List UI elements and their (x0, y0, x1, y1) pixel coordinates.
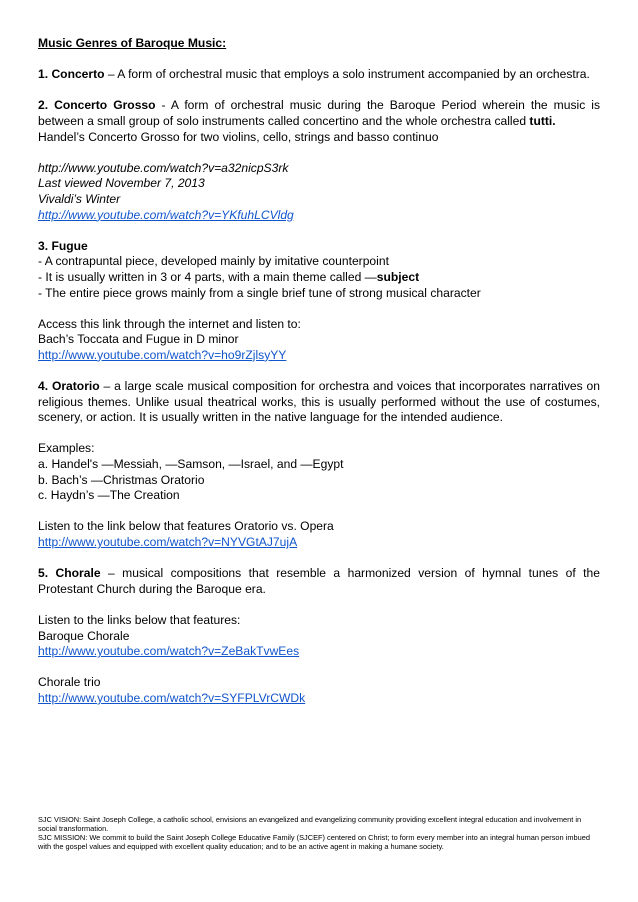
chorale-trio-link[interactable]: http://www.youtube.com/watch?v=SYFPLVrCWDk (38, 690, 306, 705)
tutti-term: tutti. (529, 113, 556, 128)
chorale-listen-instruction: Listen to the links below that features: (38, 612, 241, 627)
page-title: Music Genres of Baroque Music: (38, 36, 227, 50)
footer-vision: SJC VISION: Saint Joseph College, a catholic school, envisions an evangelized and evangelizing community providing excellent integral education and involvement in social transformation. (38, 815, 582, 833)
last-viewed-date: Last viewed November 7, 2013 (38, 176, 205, 191)
document-body (38, 36, 600, 707)
baroque-chorale-link[interactable]: http://www.youtube.com/watch?v=ZeBakTvwEes (38, 644, 300, 659)
access-instruction: Access this link through the internet and listen to: (38, 316, 301, 331)
concerto-section (38, 67, 600, 83)
handel-concerto-line: Handel’s Concerto Grosso for two violins, cello, strings and basso continuo (38, 129, 439, 144)
chorale-section (38, 566, 600, 597)
oratorio-heading: 4. Oratorio (38, 379, 100, 394)
fugue-item-2: - It is usually written in 3 or 4 parts, with a main theme called ―subject (38, 269, 420, 284)
chorale-heading: 5. Chorale (38, 566, 101, 581)
page-footer (38, 815, 600, 851)
concerto-grosso-heading: 2. Concerto Grosso (38, 98, 156, 113)
concerto-text: – A form of orchestral music that employs a solo instrument accompanied by an orchestra. (104, 67, 590, 82)
vivaldi-link[interactable]: http://www.youtube.com/watch?v=YKfuhLCVldg (38, 207, 294, 222)
oratorio-section (38, 379, 600, 426)
concerto-heading: 1. Concerto (38, 67, 105, 82)
fugue-item-1: - A contrapuntal piece, developed mainly by imitative counterpoint (38, 254, 389, 269)
footer-mission: SJC MISSION: We commit to build the Saint Joseph College Educative Family (SJCEF) centered on Christ; to form every member into an integral human person imbued with the gospel values and equipped with excellent quality education; and to be an active agent in making a humane society. (38, 833, 590, 851)
example-a: a. Handel's ―Messiah, ―Samson, ―Israel, and ―Egypt (38, 457, 344, 472)
example-c: c. Haydn’s ―The Creation (38, 488, 180, 503)
baroque-chorale-title: Baroque Chorale (38, 628, 130, 643)
chorale-text: – musical compositions that resemble a harmonized version of hymnal tunes of the Protestant Church during the Baroque era. (38, 566, 600, 596)
example-b: b. Bach’s ―Christmas Oratorio (38, 472, 205, 487)
chorale-trio-title: Chorale trio (38, 675, 101, 690)
oratorio-text: – a large scale musical composition for orchestra and voices that incorporates narratives on religious themes. Unlike usual theatrical works, this is usually performed without the use of costumes, scenery, or action. It is usually written in the native language for the intended audience. (38, 379, 600, 425)
subject-term: subject (376, 269, 420, 284)
bach-toccata-title: Bach’s Toccata and Fugue in D minor (38, 332, 239, 347)
oratorio-listen-instruction: Listen to the link below that features Oratorio vs. Opera (38, 519, 334, 534)
concerto-grosso-section (38, 98, 600, 129)
fugue-item-3: - The entire piece grows mainly from a single brief tune of strong musical character (38, 285, 481, 300)
reference-url-plain: http://www.youtube.com/watch?v=a32nicpS3rk (38, 160, 289, 175)
fugue-heading: 3. Fugue (38, 238, 88, 253)
vivaldi-title: Vivaldi’s Winter (38, 191, 121, 206)
examples-label: Examples: (38, 441, 95, 456)
bach-toccata-link[interactable]: http://www.youtube.com/watch?v=ho9rZjlsyYY (38, 347, 287, 362)
oratorio-opera-link[interactable]: http://www.youtube.com/watch?v=NYVGtAJ7ujA (38, 535, 298, 549)
concerto-grosso-text: - A form of orchestral music during the Baroque Period wherein the music is between a small group of solo instruments called concertino and the whole orchestra called (38, 98, 600, 128)
